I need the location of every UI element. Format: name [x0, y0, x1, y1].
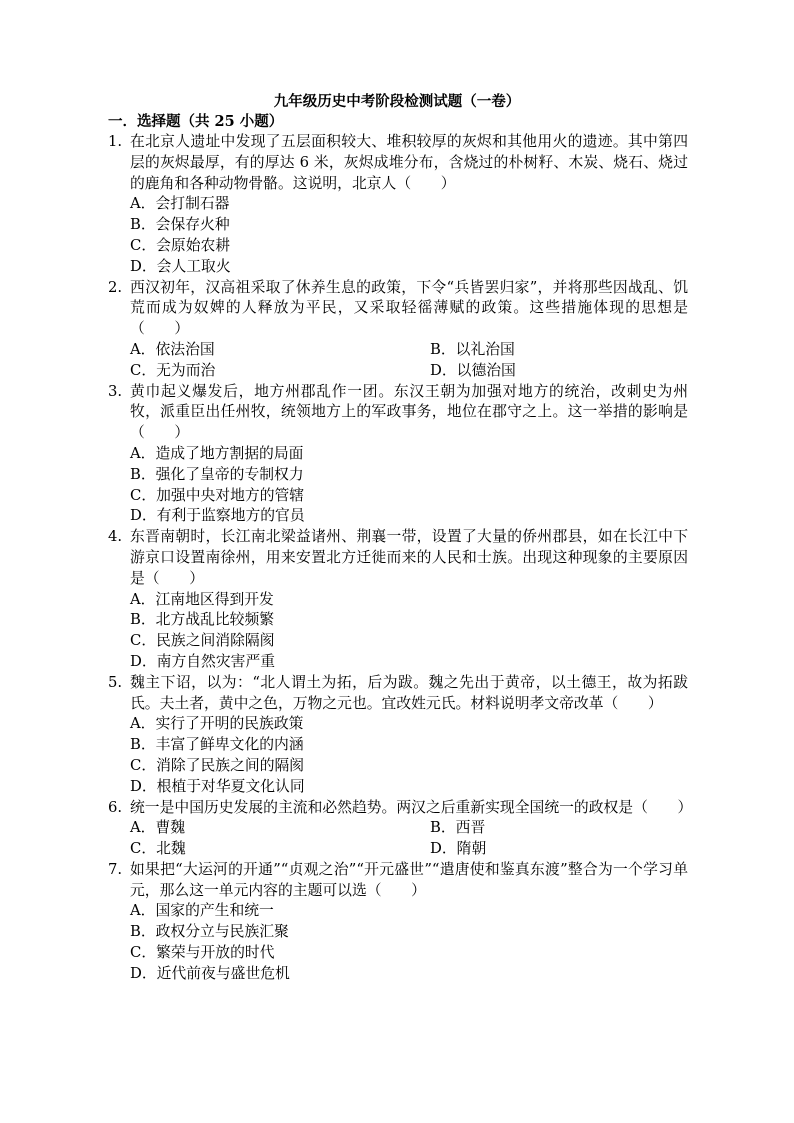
option-c: C．无为而治 [130, 361, 216, 379]
option-d: D．根植于对华夏文化认同 [130, 777, 305, 795]
option-d: D．南方自然灾害严重 [130, 652, 276, 670]
question-number: 4. [108, 528, 123, 546]
option-b: B．会保存火种 [130, 216, 230, 234]
question-stem [108, 673, 688, 715]
question-list [108, 132, 693, 985]
option-b: B．以礼治国 [430, 340, 515, 358]
option-c: C．民族之间消除隔阂 [130, 632, 275, 650]
question-4 [108, 527, 688, 673]
option-a: A．江南地区得到开发 [130, 590, 274, 608]
question-number: 2. [108, 278, 123, 296]
option-b: B．政权分立与民族汇聚 [130, 923, 289, 941]
question-stem [108, 278, 688, 340]
question-number: 6. [108, 798, 123, 816]
option-a: A．造成了地方割据的局面 [130, 444, 304, 462]
question-text: 西汉初年，汉高祖采取了休养生息的政策，下令“兵皆罢归家”，并将那些因战乱、饥荒而成为奴婢的人释放为平民，又采取轻徭薄赋的政策。这些措施体现的思想是（ ） [130, 278, 688, 338]
question-text: 东晋南朝时，长江南北梁益诸州、荆襄一带，设置了大量的侨州郡县，如在长江中下游京口设置南徐州，用来安置北方迁徙而来的人民和士族。出现这种现象的主要原因是（ ） [130, 528, 688, 587]
option-grid [108, 818, 688, 860]
question-text: 统一是中国历史发展的主流和必然趋势。两汉之后重新实现全国统一的政权是（ ） [130, 798, 693, 816]
question-text: 在北京人遗址中发现了五层面积较大、堆积较厚的灰烬和其他用火的遗迹。其中第四层的灰烬最厚，有的厚达 6 米，灰烬成堆分布，含烧过的朴树籽、木炭、烧石、烧过的鹿角和各种动物骨骼。这说明，北京人（ ） [130, 133, 688, 192]
option-c: C．繁荣与开放的时代 [130, 944, 275, 962]
option-b: B．北方战乱比较频繁 [130, 611, 275, 629]
question-5 [108, 673, 688, 798]
option-b: B．强化了皇帝的专制权力 [130, 465, 304, 483]
question-stem [108, 527, 688, 589]
question-2 [108, 278, 688, 382]
option-a: A．会打制石器 [130, 195, 230, 213]
page-title: 九年级历史中考阶段检测试题（一卷） [273, 93, 521, 110]
question-number: 3. [108, 382, 123, 400]
option-a: A．依法治国 [130, 340, 215, 358]
option-c: C．会原始农耕 [130, 236, 231, 254]
option-grid [108, 340, 688, 382]
option-b: B．丰富了鲜卑文化的内涵 [130, 736, 304, 754]
question-stem [108, 132, 688, 194]
option-c: C．北魏 [130, 840, 186, 858]
option-d: D．会人工取火 [130, 257, 231, 275]
question-number: 7. [108, 860, 123, 878]
question-1 [108, 132, 688, 278]
question-number: 1. [108, 133, 123, 150]
option-d: D．近代前夜与盛世危机 [130, 964, 290, 982]
question-3 [108, 382, 688, 528]
option-a: A．国家的产生和统一 [130, 902, 274, 920]
question-stem [108, 382, 688, 444]
question-7 [108, 860, 688, 985]
question-6 [108, 798, 693, 860]
option-c: C．加强中央对地方的管辖 [130, 486, 305, 504]
question-text: 如果把“大运河的开通”“贞观之治”“开元盛世”“遣唐使和鉴真东渡”整合为一个学习单元，那么这一单元内容的主题可以选（ ） [130, 860, 688, 899]
option-d: D．隋朝 [430, 840, 487, 858]
question-text: 魏主下诏，以为：“北人谓土为拓，后为跋。魏之先出于黄帝，以土德王，故为拓跋氏。夫土者，黄中之色，万物之元也。宜改姓元氏。材料说明孝文帝改革（ ） [130, 673, 688, 712]
option-d: D．以德治国 [430, 361, 516, 379]
option-b: B．西晋 [430, 819, 486, 837]
option-d: D．有利于监察地方的官员 [130, 507, 305, 525]
question-stem [108, 860, 688, 902]
question-stem [108, 798, 693, 819]
question-number: 5. [108, 673, 123, 691]
section-heading: 一．选择题（共 25 小题） [108, 113, 284, 130]
option-a: A．曹魏 [130, 819, 186, 837]
option-a: A．实行了开明的民族政策 [130, 715, 304, 733]
question-text: 黄巾起义爆发后，地方州郡乱作一团。东汉王朝为加强对地方的统治，改刺史为州牧，派重臣出任州牧，统领地方上的军政事务，地位在郡守之上。这一举措的影响是（ ） [130, 382, 688, 442]
option-c: C．消除了民族之间的隔阂 [130, 756, 305, 774]
